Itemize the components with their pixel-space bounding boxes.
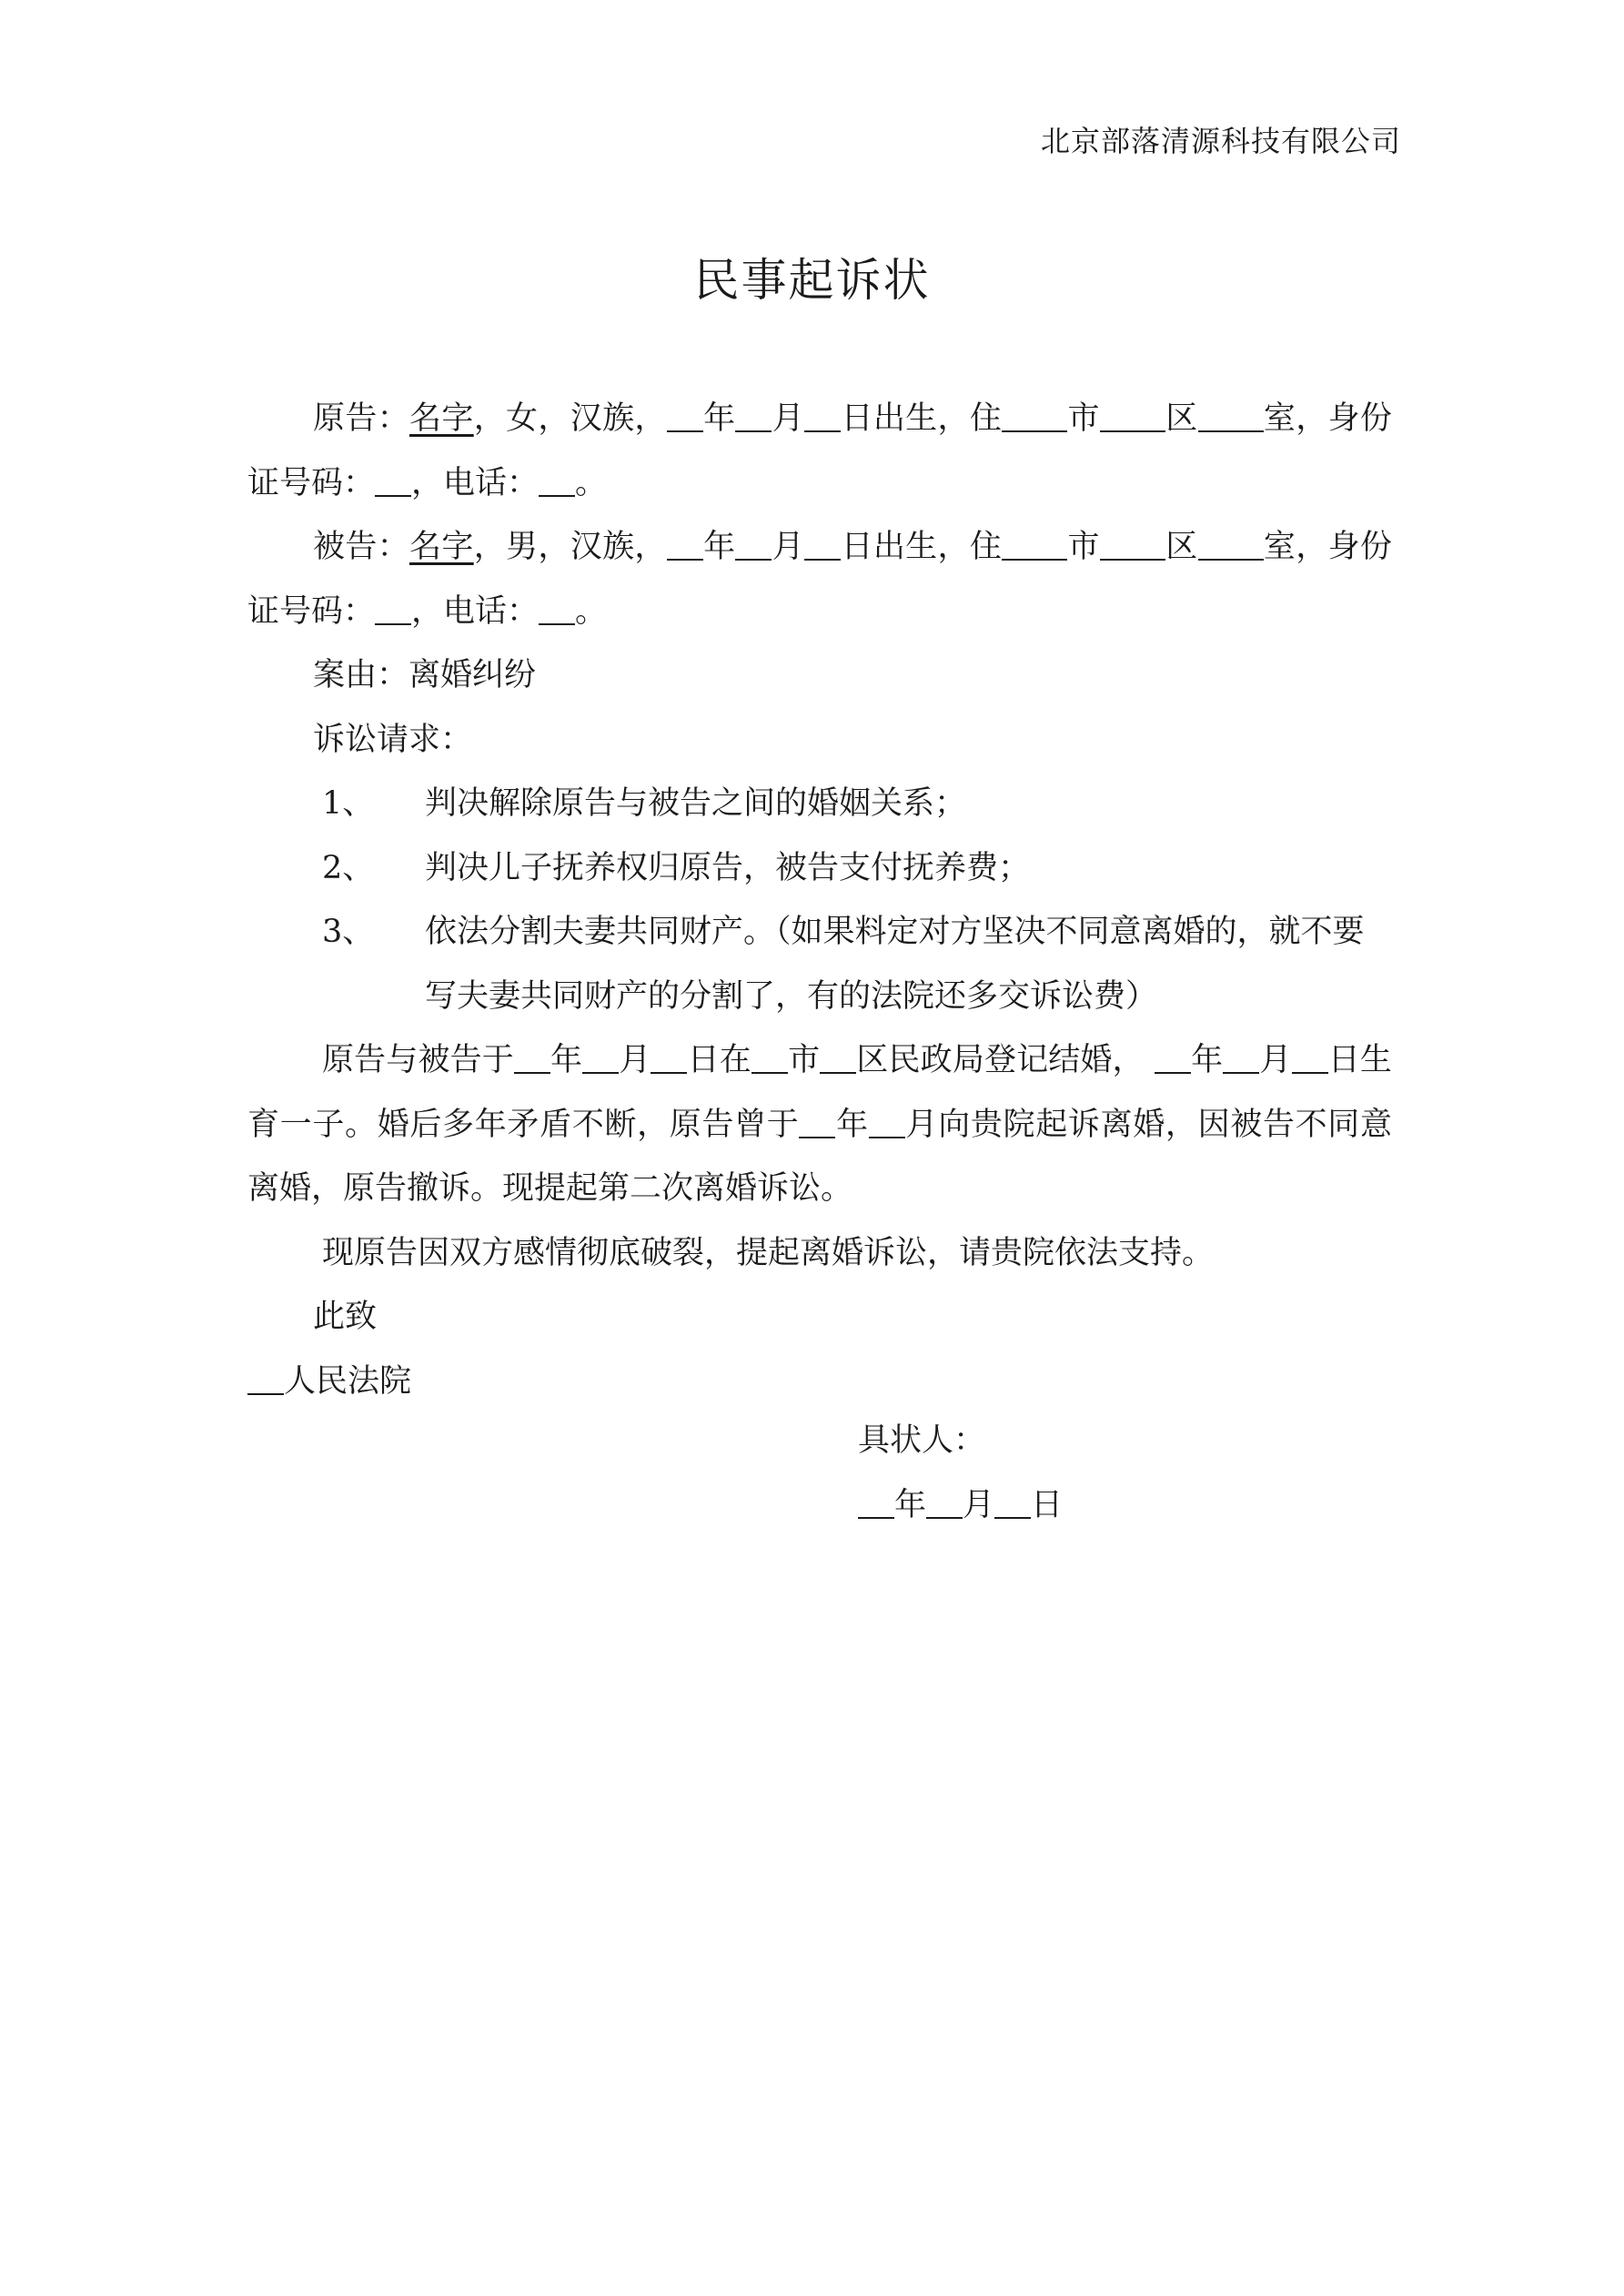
claim-text: 判决解除原告与被告之间的婚姻关系； <box>425 785 967 822</box>
plaintiff-paragraph: 原告：名字，女，汉族， 年 月 日出生，住 市 区 室，身份证号码： ，电话： 。 <box>247 400 1392 501</box>
claim-number: 1、 <box>322 785 375 822</box>
claim-item <box>247 836 1392 901</box>
blank <box>667 400 703 432</box>
blank <box>1198 529 1264 561</box>
claim-item <box>247 900 1392 1028</box>
blank <box>804 529 841 561</box>
blank <box>926 1487 963 1519</box>
blank <box>804 400 841 432</box>
blank <box>1100 400 1165 432</box>
blank <box>582 1042 619 1074</box>
signature-date: 年 月 日 <box>858 1480 1063 1525</box>
blank <box>869 1106 905 1138</box>
blank <box>1223 1042 1259 1074</box>
claim-number: 3、 <box>322 914 375 950</box>
blank <box>820 1042 856 1074</box>
blank <box>735 400 772 432</box>
blank <box>1198 400 1264 432</box>
blank <box>994 1487 1031 1519</box>
blank <box>799 1106 835 1138</box>
blank <box>1292 1042 1328 1074</box>
conclusion-paragraph: 现原告因双方感情彻底破裂，提起离婚诉讼，请贵院依法支持。 <box>322 1234 1215 1271</box>
case-cause: 案由：离婚纠纷 <box>313 657 537 693</box>
defendant-paragraph: 被告：名字，男，汉族， 年 月 日出生，住 市 区 室，身份证号码： ，电话： 。 <box>247 529 1392 630</box>
blank <box>1002 529 1067 561</box>
claim-item <box>247 772 1392 836</box>
blank <box>514 1042 550 1074</box>
facts-paragraph: 原告与被告于 年 月 日在 市 区民政局登记结婚， 年 月 日生育一子。婚后多年矛盾不断，原告曾于 年 月向贵院起诉离婚，因被告不同意离婚，原告撤诉。现提起第二次离婚诉讼。 <box>247 1042 1392 1207</box>
blank <box>751 1042 788 1074</box>
blank <box>667 529 703 561</box>
blank <box>1100 529 1165 561</box>
plaintiff-name: 名字 <box>409 400 474 437</box>
claim-number: 2、 <box>322 849 375 886</box>
blank <box>539 464 575 496</box>
claim-text: 依法分割夫妻共同财产。（如果料定对方坚决不同意离婚的，就不要写夫妻共同财产的分割了，有的法院还多交诉讼费） <box>425 914 1365 1015</box>
blank <box>1002 400 1067 432</box>
blank <box>651 1042 687 1074</box>
blank <box>375 464 411 496</box>
salutation: 此致 <box>313 1299 378 1335</box>
blank <box>858 1487 894 1519</box>
document-body <box>247 387 1392 1413</box>
blank <box>735 529 772 561</box>
defendant-name: 名字 <box>409 529 474 565</box>
court-line: 人民法院 <box>247 1350 1392 1414</box>
claim-text: 判决儿子抚养权归原告，被告支付抚养费； <box>425 849 1031 886</box>
blank <box>247 1362 284 1394</box>
document-title: 民事起诉状 <box>693 254 931 307</box>
blank <box>539 592 575 624</box>
signer-label: 具状人： <box>858 1422 986 1459</box>
blank <box>1155 1042 1191 1074</box>
blank <box>375 592 411 624</box>
company-name: 北京部落清源科技有限公司 <box>1040 124 1401 158</box>
claims-heading: 诉讼请求： <box>313 721 473 758</box>
